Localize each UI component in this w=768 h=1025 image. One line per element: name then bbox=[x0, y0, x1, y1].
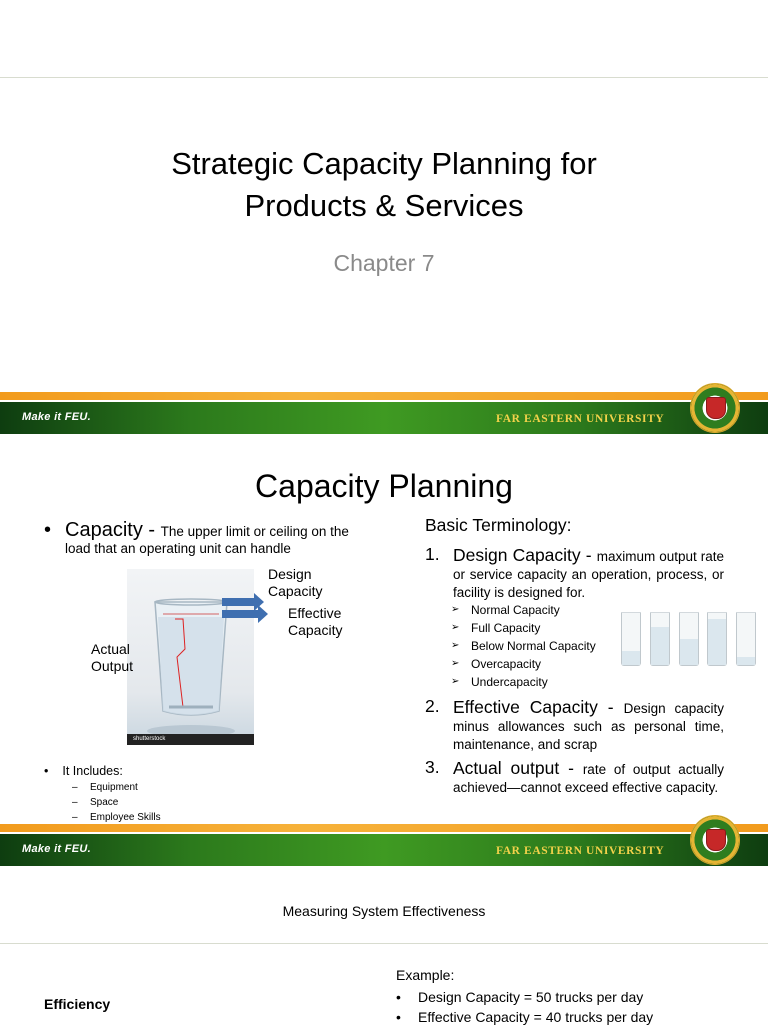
slide-top-rule bbox=[0, 943, 768, 944]
label-design-capacity: Design Capacity bbox=[268, 566, 323, 599]
label-actual-output: Actual Output bbox=[91, 641, 134, 674]
footer-university: FAR EASTERN UNIVERSITY bbox=[496, 413, 665, 425]
slide-title bbox=[0, 0, 768, 434]
design-effective-arrows bbox=[222, 593, 268, 625]
example-label: Example: bbox=[396, 967, 455, 983]
measuring-effectiveness-title: Measuring System Effectiveness bbox=[282, 903, 486, 919]
term-number: 1. bbox=[425, 544, 440, 564]
watermark-label: shutterstock bbox=[127, 734, 254, 745]
term-number: 2. bbox=[425, 696, 440, 716]
slide-title-heading bbox=[0, 143, 768, 227]
slide-top-rule bbox=[0, 77, 768, 78]
glass-icon bbox=[621, 612, 641, 666]
footer-motto: Make it FEU. bbox=[22, 411, 92, 423]
label-effective-capacity: Effective Capacity bbox=[288, 605, 343, 638]
capacity-planning-title: Capacity Planning bbox=[255, 468, 513, 504]
term-actual-output: Actual output - rate of output actually achieved—cannot exceed effective capacity. bbox=[453, 758, 724, 795]
university-seal-icon bbox=[690, 383, 740, 433]
capacity-term: Capacity - bbox=[65, 519, 161, 541]
footer-university: FAR EASTERN UNIVERSITY bbox=[496, 845, 665, 857]
footer-band bbox=[0, 392, 768, 434]
term-number: 3. bbox=[425, 757, 440, 777]
efficiency-label: Efficiency bbox=[44, 996, 111, 1012]
includes-bullet: • It Includes: bbox=[44, 764, 123, 778]
term-effective-capacity: Effective Capacity - Design capacity minus allowances such as personal time, maintenance, and scrap bbox=[453, 697, 724, 752]
footer-band bbox=[0, 824, 768, 866]
chapter-subtitle: Chapter 7 bbox=[333, 250, 435, 276]
basic-terminology-heading: Basic Terminology: bbox=[425, 515, 572, 535]
title-line-1: Strategic Capacity Planning for bbox=[171, 146, 597, 181]
glass-icon bbox=[736, 612, 756, 666]
glass-icon bbox=[650, 612, 670, 666]
footer-motto: Make it FEU. bbox=[22, 843, 92, 855]
capacity-bullet: • Capacity - The upper limit or ceiling on the load that an operating unit can handle bbox=[44, 519, 349, 556]
capacity-definition: The upper limit or ceiling on the load that an operating unit can handle bbox=[65, 524, 349, 556]
title-line-2: Products & Services bbox=[244, 188, 524, 223]
university-seal-icon bbox=[690, 815, 740, 865]
glass-icon bbox=[679, 612, 699, 666]
term-design-capacity: Design Capacity - maximum output rate or service capacity an operation, process, or facility is designed for. bbox=[453, 545, 724, 600]
glass-icon bbox=[707, 612, 727, 666]
